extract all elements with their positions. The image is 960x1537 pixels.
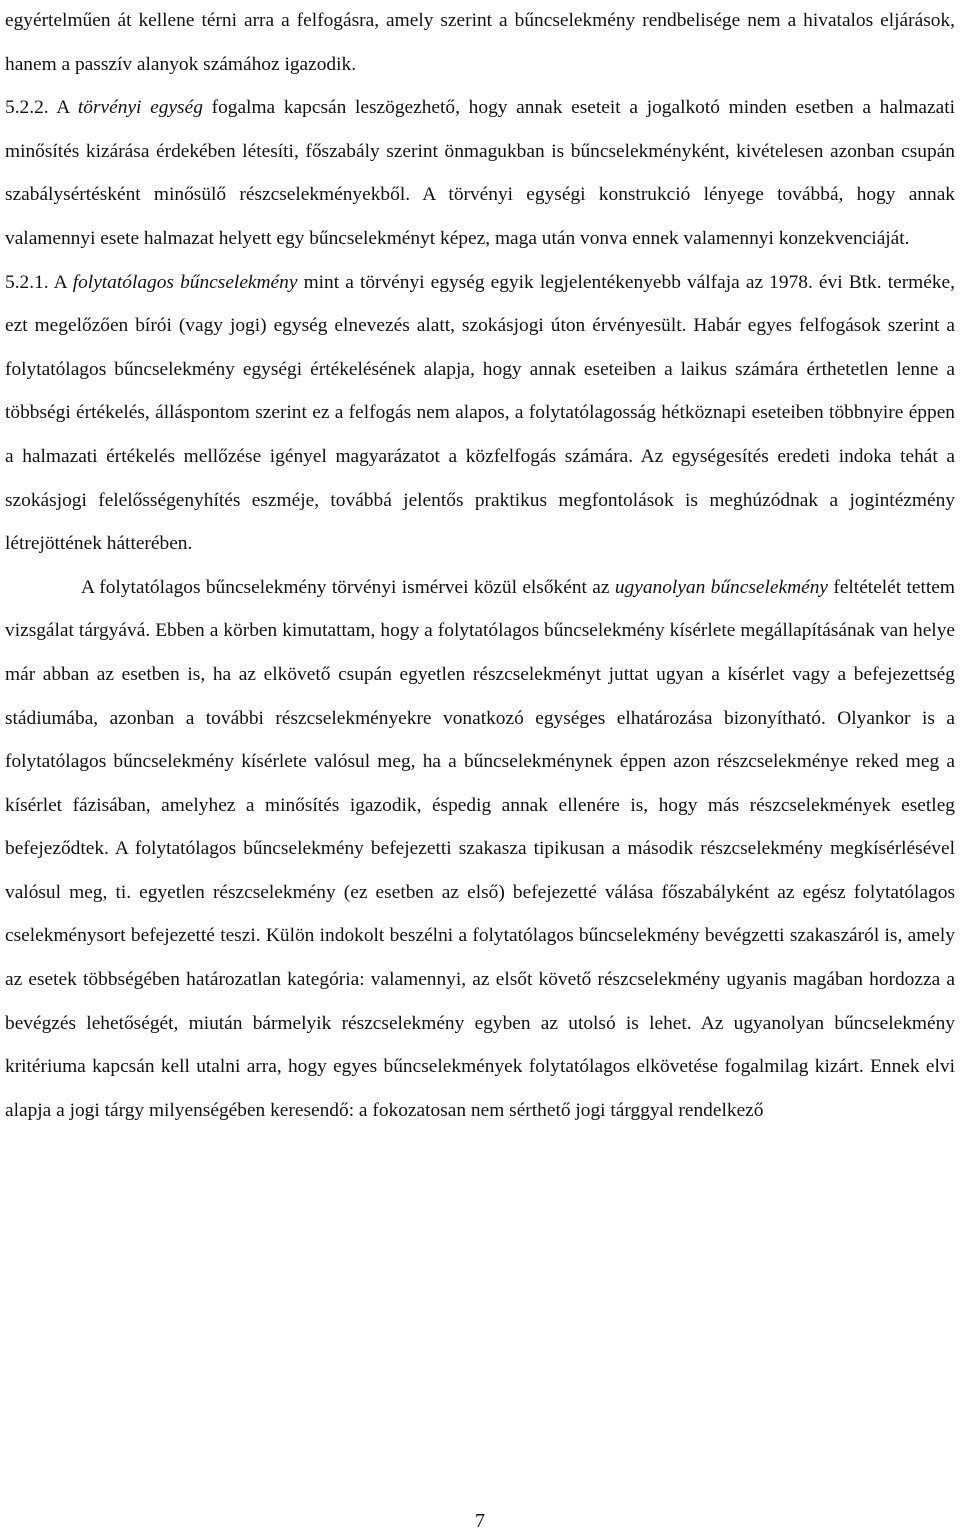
paragraph-4-prefix: A folytatólagos bűncselekmény törvényi ismérvei közül elsőként az [81,576,615,598]
paragraph-2-prefix: 5.2.2. A [5,97,78,119]
paragraph-4 [5,566,955,1133]
paragraph-2 [5,86,955,260]
paragraph-3-prefix: 5.2.1. A [5,271,73,293]
paragraph-1 [5,0,955,86]
paragraph-1-text: egyértelműen át kellene térni arra a felfogásra, amely szerint a bűncselekmény rendbelisége nem a hivatalos eljárások, hanem a passzív alanyok számához igazodik. [5,10,955,75]
paragraph-2-term: törvényi egység [77,97,203,119]
paragraph-4-text: feltételét tettem vizsgálat tárgyává. Ebben a körben kimutattam, hogy a folytatólagos bűncselekmény kísérlete megállapításának van helye már abban az esetben is, ha az elkövető csupán egyetlen részcselekményt juttat ugyan a kísérlet vagy a befejezettség stádiumába, azonban a további részcselekményekre vonatkozó egységes elhatározása bizonyítható. Olyankor is a folytatólagos bűncselekmény kísérlete valósul meg, ha a bűncselekménynek éppen azon részcselekménye reked meg a kísérlet fázisában, amelyhez a minősítés igazodik, éspedig annak ellenére is, hogy más részcselekmények esetleg befejeződtek. A folytatólagos bűncselekmény befejezetti szakasza tipikusan a második részcselekmény megkísérlésével valósul meg, ti. egyetlen részcselekmény (ez esetben az első) befejezetté válása főszabályként az egész folytatólagos cselekménysort befejezetté teszi. Külön indokolt beszélni a folytatólagos bűncselekmény bevégzetti szakaszáról is, amely az esetek többségében határozatlan kategória: valamennyi, az elsőt követő részcselekmény ugyanis magában hordozza a bevégzés lehetőségét, miután bármelyik részcselekmény egyben az utolsó is lehet. Az ugyanolyan bűncselekmény kritériuma kapcsán kell utalni arra, hogy egyes bűncselekmények folytatólagos elkövetése fogalmilag kizárt. Ennek elvi alapja a jogi tárgy milyenségében keresendő: a fokozatosan nem sérthető jogi tárggyal rendelkező [5,576,955,1121]
paragraph-3-term: folytatólagos bűncselekmény [72,271,298,293]
paragraph-3 [5,261,955,566]
document-body [5,0,955,1132]
paragraph-4-term: ugyanolyan bűncselekmény [614,576,829,598]
paragraph-2-text: fogalma kapcsán leszögezhető, hogy annak eseteit a jogalkotó minden esetben a halmazati minősítés kizárása érdekében létesíti, főszabály szerint önmagukban is bűncselekményként, kivételesen azonban csupán szabálysértésként minősülő részcselekményekből. A törvényi egységi konstrukció lényege továbbá, hogy annak valamennyi esete halmazat helyett egy bűncselekményt képez, maga után vonva ennek valamennyi konzekvenciáját. [5,97,956,249]
paragraph-3-text: mint a törvényi egység egyik legjelentékenyebb válfaja az 1978. évi Btk. terméke, ezt megelőzően bírói (vagy jogi) egység elnevezés alatt, szokásjogi úton érvényesült. Habár egyes felfogások szerint a folytatólagos bűncselekmény egységi értékelésének alapja, hogy annak eseteiben a laikus számára érthetetlen lenne a többségi értékelés, álláspontom szerint ez a felfogás nem alapos, a folytatólagosság hétköznapi eseteiben többnyire éppen a halmazati értékelés mellőzése igényel magyarázatot a közfelfogás számára. Az egységesítés eredeti indoka tehát a szokásjogi felelősségenyhítés eszméje, továbbá jelentős praktikus megfontolások is meghúzódnak a jogintézmény létrejöttének hátterében. [5,271,955,555]
page-number: 7 [475,1510,485,1532]
